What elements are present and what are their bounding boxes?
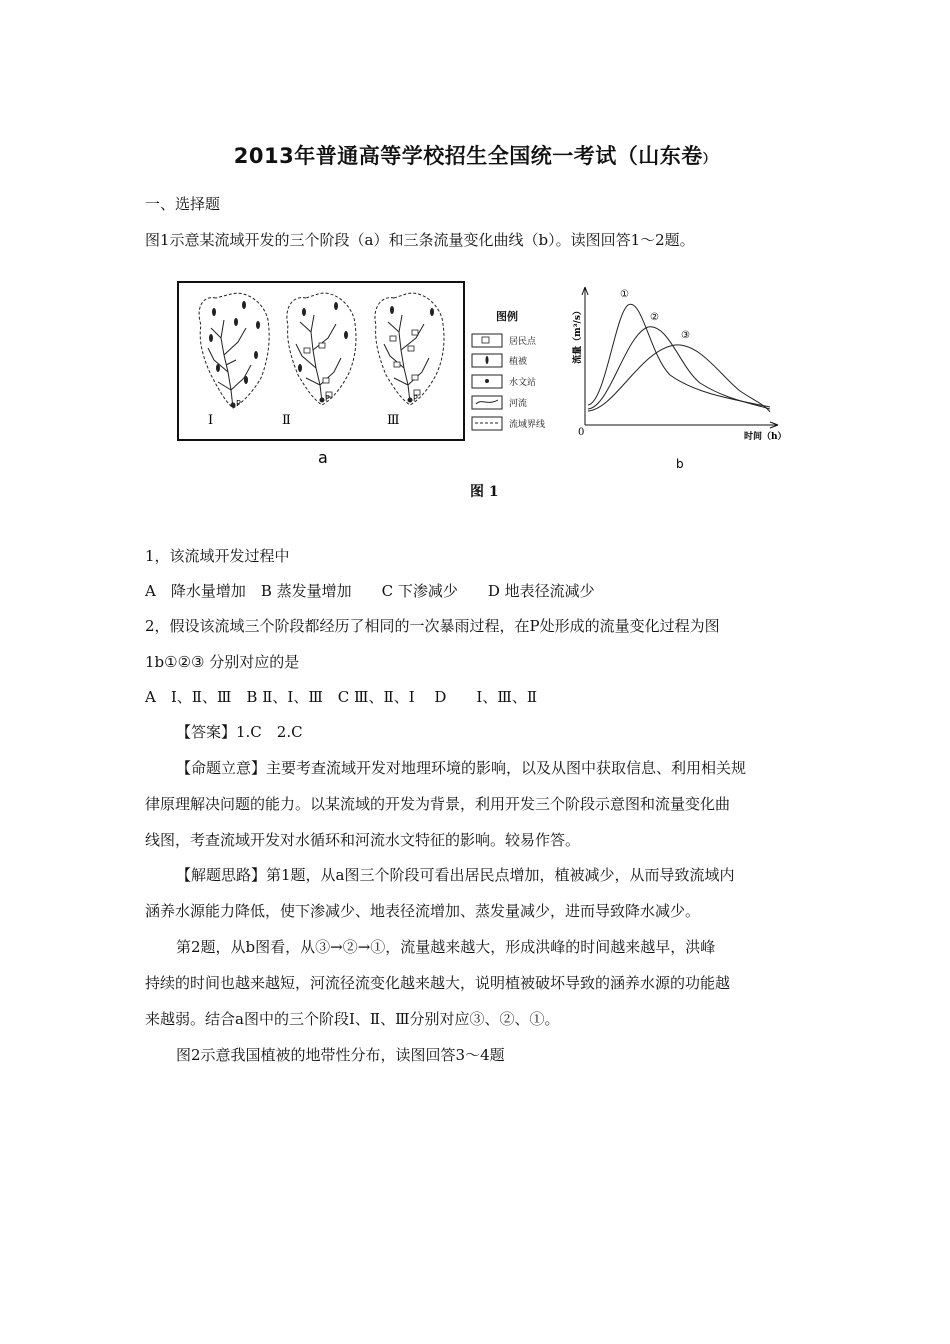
solution-1: 【解题思路】第1题，从a图三个阶段可看出居民点增加，植被减少，从而导致流域内	[176, 866, 735, 884]
solution-2: 涵养水源能力降低，使下渗减少、地表径流增加、蒸发量减少，进而导致降水减少。	[145, 902, 701, 920]
q1-stem: 1，该流域开发过程中	[145, 547, 290, 565]
curve-2	[588, 327, 770, 409]
vegetation-marks-3	[390, 306, 434, 403]
legend	[472, 309, 545, 430]
q2-stem-2: 1b①②③ 分别对应的是	[145, 653, 300, 671]
curve-3-label: ③	[681, 330, 690, 341]
svg-text:P: P	[325, 394, 330, 403]
q1-options: A 降水量增加 B 蒸发量增加 C 下渗减少 D 地表径流减少	[145, 582, 595, 600]
svg-text:植被: 植被	[509, 357, 528, 367]
figure-1a	[176, 280, 566, 475]
svg-text:居民点: 居民点	[509, 337, 537, 347]
solution-3: 第2题，从b图看，从③→②→①，流量越来越大，形成洪峰的时间越来越早，洪峰	[176, 938, 716, 956]
svg-text:P: P	[413, 394, 418, 403]
settlements-2	[304, 343, 332, 397]
svg-text:图例: 图例	[496, 310, 518, 323]
panel-b-label: b	[676, 457, 684, 471]
stage-label-2: Ⅱ	[282, 413, 291, 428]
settlements-3	[390, 330, 420, 395]
q2-stem-1: 2，假设该流域三个阶段都经历了相同的一次暴雨过程，在P处形成的流量变化过程为图	[145, 617, 720, 635]
svg-text:流域界线: 流域界线	[509, 420, 546, 430]
stage-label-1: Ⅰ	[208, 413, 214, 428]
svg-text:河流: 河流	[509, 399, 528, 409]
vegetation-marks-1	[209, 301, 260, 408]
panel-a-label: a	[318, 448, 328, 467]
solution-5: 来越弱。结合a图中的三个阶段Ⅰ、Ⅱ、Ⅲ分别对应③、②、①。	[145, 1010, 560, 1028]
intro-text: 图1示意某流域开发的三个阶段（a）和三条流量变化曲线（b）。读图回答1～2题。	[145, 231, 695, 249]
basin-stage-2	[287, 293, 356, 405]
section-heading: 一、选择题	[145, 195, 221, 213]
intent-1: 【命题立意】主要考查流域开发对地理环境的影响，以及从图中获取信息、利用相关规	[176, 759, 747, 777]
curve-2-label: ②	[650, 312, 659, 323]
page-title: 2013年普通高等学校招生全国统一考试（山东卷）	[233, 144, 717, 168]
q2-options: A Ⅰ、Ⅱ、Ⅲ B Ⅱ、Ⅰ、Ⅲ C Ⅲ、Ⅱ、Ⅰ D Ⅰ、Ⅲ、Ⅱ	[145, 688, 538, 706]
y-axis-label: 流量（m³/s）	[573, 306, 583, 364]
intent-2: 律原理解决问题的能力。以某流域的开发为背景，利用开发三个阶段示意图和流量变化曲	[145, 795, 731, 813]
basin-stage-1	[199, 293, 269, 408]
intent-3: 线图，考查流域开发对水循环和河流水文特征的影响。较易作答。	[145, 831, 581, 849]
svg-text:P: P	[236, 399, 241, 408]
origin-label: 0	[578, 427, 585, 438]
figure-caption: 图 1	[470, 484, 499, 500]
svg-text:水文站: 水文站	[509, 378, 537, 388]
answer: 【答案】1.C 2.C	[176, 723, 303, 741]
next-intro: 图2示意我国植被的地带性分布，读图回答3～4题	[176, 1046, 505, 1064]
solution-4: 持续的时间也越来越短，河流径流变化越来越大，说明植被破坏导致的涵养水源的功能越	[145, 974, 731, 992]
stage-label-3: Ⅲ	[387, 413, 400, 428]
x-axis-label: 时间（h）	[744, 432, 787, 442]
figure-1b	[560, 275, 790, 475]
curve-1-label: ①	[620, 289, 629, 300]
